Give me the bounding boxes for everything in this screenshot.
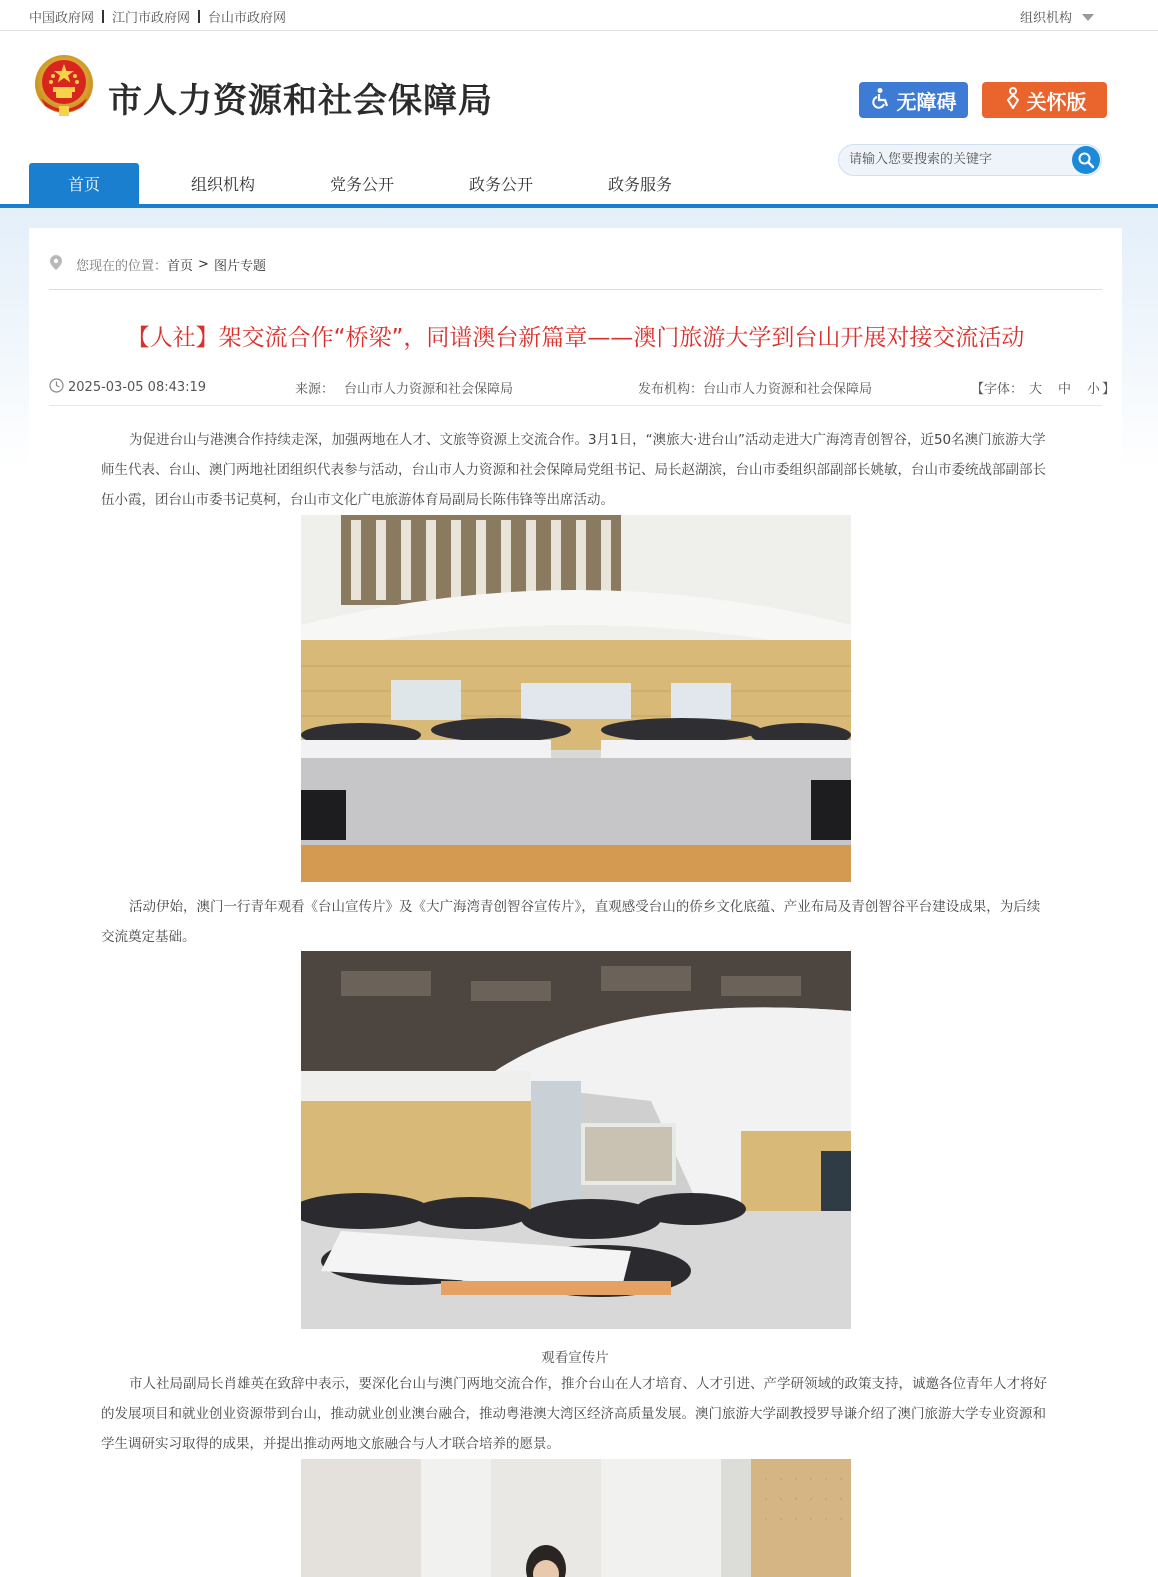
gov-link-china[interactable]: 中国政府网 (29, 11, 95, 26)
accessibility-button[interactable] (859, 82, 968, 118)
publisher-label: 发布机构： (638, 382, 704, 397)
source-label: 来源： (295, 382, 335, 397)
datetime-text: 2025-03-05 08:43:19 (68, 380, 207, 395)
care-version-button[interactable] (982, 82, 1107, 118)
article-paragraph: 活动伊始，澳门一行青年观看《台山宣传片》及《大广海湾青创智谷宣传片》，直观感受台山的侨乡文化底蕴、产业布局及青创智谷平台建设成果，为后续交流奠定基础。 (101, 899, 1041, 945)
care-version-label: 关怀版 (1026, 89, 1087, 114)
article-publisher (638, 378, 872, 397)
font-medium-button[interactable]: 中 (1058, 382, 1072, 397)
wheelchair-icon (871, 87, 893, 114)
divider (102, 10, 104, 23)
nav-item-home[interactable]: 首页 (29, 163, 139, 204)
divider (49, 405, 1102, 406)
chevron-down-icon (1082, 14, 1094, 21)
top-bar (0, 0, 1158, 31)
site-title: 市人力资源和社会保障局 (108, 81, 493, 121)
article-title: 【人社】架交流合作“桥梁”，同谱澳台新篇章——澳门旅游大学到台山开展对接交流活动 (126, 325, 1025, 351)
font-large-button[interactable]: 大 (1029, 382, 1043, 397)
gov-links (29, 7, 286, 26)
article-source (295, 378, 513, 397)
gov-link-taishan[interactable]: 台山市政府网 (208, 11, 287, 26)
article-photo (301, 1459, 851, 1577)
source-value: 台山市人力资源和社会保障局 (344, 382, 514, 397)
site-header (0, 31, 1158, 161)
org-dropdown-label: 组织机构 (1019, 11, 1072, 26)
org-dropdown[interactable] (1020, 7, 1094, 26)
font-size-label-close: 】 (1102, 382, 1116, 397)
photo-caption: 观看宣传片 (541, 1350, 609, 1366)
breadcrumb-separator: > (198, 257, 209, 272)
divider (49, 289, 1102, 290)
nav-item-organization[interactable]: 组织机构 (190, 175, 255, 194)
location-pin-icon (50, 255, 62, 274)
article-photo (301, 515, 851, 882)
font-size-label: 【字体： (971, 382, 1024, 397)
national-emblem-icon[interactable] (33, 54, 95, 120)
nav-item-government-affairs[interactable]: 政务公开 (468, 175, 533, 194)
article-photo (301, 951, 851, 1329)
divider (198, 10, 200, 23)
nav-item-party-affairs[interactable]: 党务公开 (329, 175, 394, 194)
breadcrumb-home[interactable]: 首页 (167, 259, 194, 274)
article-paragraph: 市人社局副局长肖雄英在致辞中表示，要深化台山与澳门两地交流合作，推介台山在人才培育、人才引进、产学研领域的政策支持，诚邀各位青年人才将好的发展项目和就业创业资源带到台山，推动就业创业澳台融合，推动粤港澳大湾区经济高质量发展。澳门旅游大学副教授罗导谦介绍了澳门旅游大学专业资源和学生调研实习取得的成果，并提出推动两地文旅融合与人才联合培养的愿景。 (101, 1376, 1047, 1452)
care-person-icon (1003, 87, 1023, 114)
publisher-value: 台山市人力资源和社会保障局 (703, 382, 873, 397)
nav-item-government-services[interactable]: 政务服务 (607, 175, 672, 194)
clock-icon (49, 378, 64, 397)
accessibility-label: 无障碍 (896, 89, 957, 114)
breadcrumb-prefix: 您现在的位置： (76, 259, 168, 274)
main-nav (0, 163, 1158, 209)
font-size-control (971, 378, 1115, 397)
font-small-button[interactable]: 小 (1087, 382, 1101, 397)
article-datetime (49, 378, 206, 397)
breadcrumb-current[interactable]: 图片专题 (213, 259, 266, 274)
breadcrumb (50, 255, 266, 274)
article-paragraph: 为促进台山与港澳合作持续走深，加强两地在人才、文旅等资源上交流合作。3月1日，“澳旅大·进台山”活动走进大广海湾青创智谷，近50名澳门旅游大学师生代表、台山、澳门两地社团组织代表参与活动，台山市人力资源和社会保障局党组书记、局长赵湖滨，台山市委组织部副部长姚敏，台山市委统战部副部长伍小霞，团台山市委书记莫柯，台山市文化广电旅游体育局副局长陈伟锋等出席活动。 (101, 432, 1046, 508)
gov-link-jiangmen[interactable]: 江门市政府网 (112, 11, 191, 26)
